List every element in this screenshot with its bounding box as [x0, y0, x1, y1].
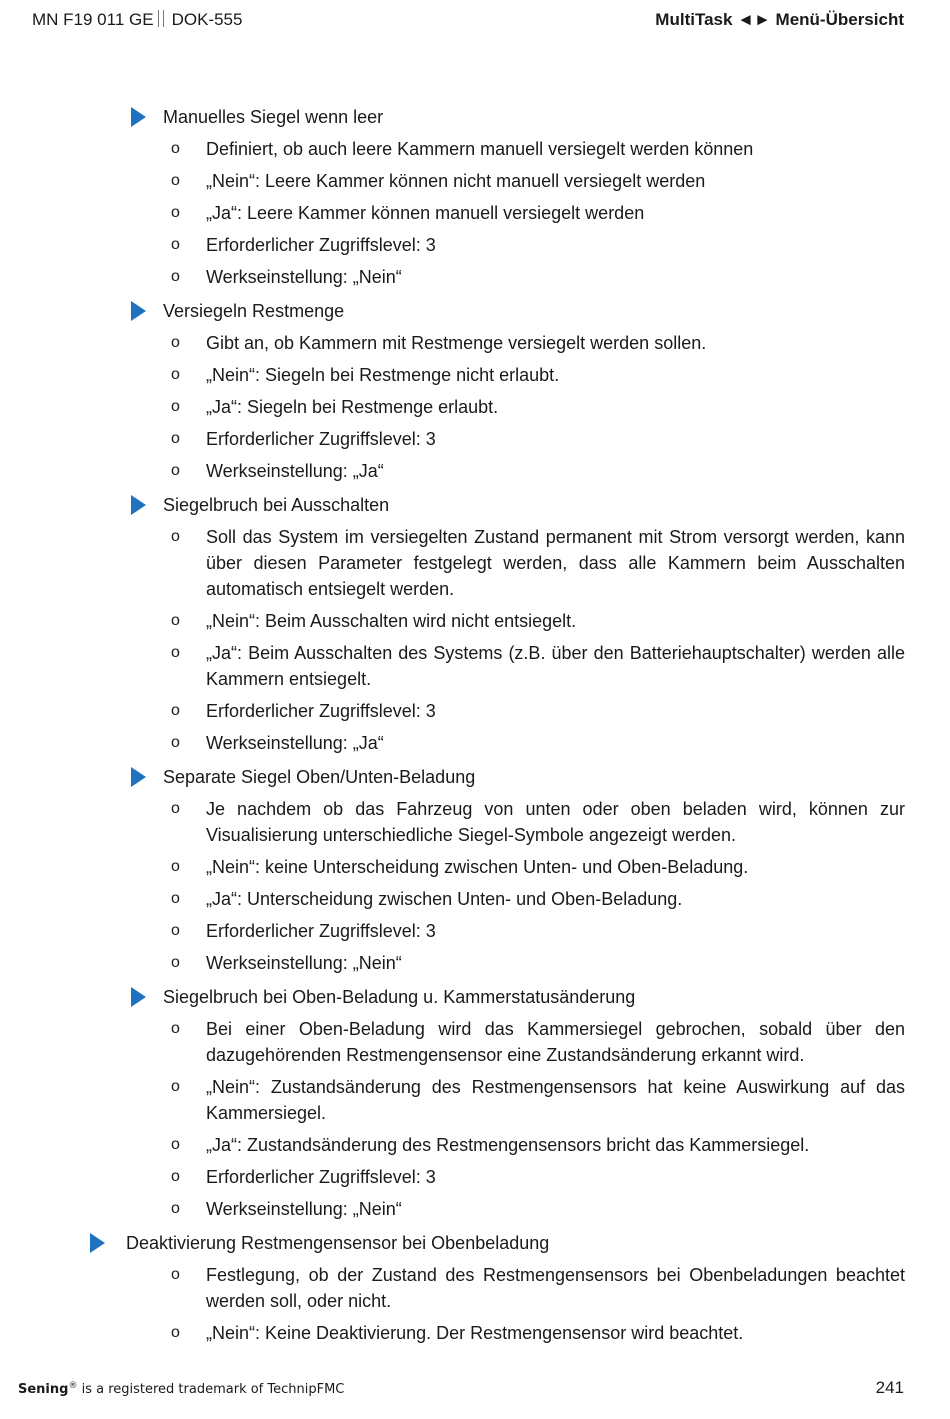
page-footer [18, 1380, 904, 1400]
detail-item [0, 730, 950, 756]
parameter-item [0, 104, 950, 290]
detail-text: Festlegung, ob der Zustand des Restmengensensors bei Obenbeladungen beachtet werden soll, oder nicht. [206, 1265, 905, 1311]
detail-item [0, 232, 950, 258]
detail-text: Erforderlicher Zugriffslevel: 3 [206, 235, 436, 255]
detail-text: „Nein“: Zustandsänderung des Restmengensensors hat keine Auswirkung auf das Kammersiegel. [206, 1077, 905, 1123]
detail-item [0, 136, 950, 162]
parameter-heading [0, 1230, 950, 1256]
detail-text: Erforderlicher Zugriffslevel: 3 [206, 1167, 436, 1187]
circle-bullet-icon: o [171, 204, 180, 221]
detail-item [0, 640, 950, 692]
detail-text: Bei einer Oben-Beladung wird das Kammersiegel gebrochen, sobald über den dazugehörenden Restmengensensor eine Zustandsänderung erkannt wird. [206, 1019, 905, 1065]
header-separator [158, 10, 164, 27]
circle-bullet-icon: o [171, 398, 180, 415]
detail-text: „Nein“: Keine Deaktivierung. Der Restmengensensor wird beachtet. [206, 1323, 744, 1343]
detail-text: „Nein“: Leere Kammer können nicht manuell versiegelt werden [206, 171, 706, 191]
detail-text: „Ja“: Beim Ausschalten des Systems (z.B. über den Batteriehauptschalter) werden alle Kammern entsiegelt. [206, 643, 905, 689]
detail-item [0, 200, 950, 226]
detail-text: Erforderlicher Zugriffslevel: 3 [206, 429, 436, 449]
document-reference [32, 10, 242, 30]
detail-text: Je nachdem ob das Fahrzeug von unten oder oben beladen wird, können zur Visualisierung unterschiedliche Siegel-Symbole angezeigt werden. [206, 799, 905, 845]
circle-bullet-icon: o [171, 462, 180, 479]
detail-text: „Nein“: Beim Ausschalten wird nicht entsiegelt. [206, 611, 577, 631]
detail-item [0, 950, 950, 976]
detail-item [0, 608, 950, 634]
circle-bullet-icon: o [171, 734, 180, 751]
circle-bullet-icon: o [171, 612, 180, 629]
parameter-details [0, 1262, 950, 1346]
detail-text: „Ja“: Zustandsänderung des Restmengensensors bricht das Kammersiegel. [206, 1135, 810, 1155]
detail-item [0, 1196, 950, 1222]
circle-bullet-icon: o [171, 1078, 180, 1095]
parameter-item [0, 1230, 950, 1346]
parameter-item [0, 298, 950, 484]
detail-item [0, 264, 950, 290]
detail-text: „Ja“: Leere Kammer können manuell versiegelt werden [206, 203, 645, 223]
detail-text: Gibt an, ob Kammern mit Restmenge versiegelt werden sollen. [206, 333, 707, 353]
circle-bullet-icon: o [171, 140, 180, 157]
parameter-details [0, 330, 950, 484]
detail-text: „Nein“: Siegeln bei Restmenge nicht erlaubt. [206, 365, 560, 385]
parameter-item [0, 764, 950, 976]
circle-bullet-icon: o [171, 1324, 180, 1341]
circle-bullet-icon: o [171, 922, 180, 939]
parameter-details [0, 1016, 950, 1222]
section-title: MultiTask ◄► Menü-Übersicht [655, 10, 904, 29]
parameter-heading [0, 104, 950, 130]
circle-bullet-icon: o [171, 1200, 180, 1217]
circle-bullet-icon: o [171, 890, 180, 907]
circle-bullet-icon: o [171, 1266, 180, 1283]
parameter-title: Siegelbruch bei Oben-Beladung u. Kammerstatusänderung [163, 987, 636, 1007]
detail-item [0, 918, 950, 944]
circle-bullet-icon: o [171, 172, 180, 189]
detail-item [0, 1016, 950, 1068]
parameter-details [0, 796, 950, 976]
detail-item [0, 524, 950, 602]
parameter-heading [0, 298, 950, 324]
document-id: MN F19 011 GE [32, 10, 154, 29]
circle-bullet-icon: o [171, 644, 180, 661]
parameter-title: Deaktivierung Restmengensensor bei Obenbeladung [126, 1233, 550, 1253]
triangle-arrow-icon [131, 301, 146, 321]
detail-text: Erforderlicher Zugriffslevel: 3 [206, 701, 436, 721]
circle-bullet-icon: o [171, 334, 180, 351]
circle-bullet-icon: o [171, 268, 180, 285]
detail-item [0, 854, 950, 880]
circle-bullet-icon: o [171, 800, 180, 817]
triangle-arrow-icon [131, 767, 146, 787]
detail-text: Soll das System im versiegelten Zustand permanent mit Strom versorgt werden, kann über diesen Parameter festgelegt werden, dass alle Kammern beim Ausschalten automatisch entsiegelt werden. [206, 527, 905, 599]
circle-bullet-icon: o [171, 528, 180, 545]
parameter-title: Versiegeln Restmenge [163, 301, 345, 321]
detail-text: Werkseinstellung: „Ja“ [206, 733, 384, 753]
detail-item [0, 796, 950, 848]
detail-item [0, 698, 950, 724]
triangle-arrow-icon [131, 107, 146, 127]
parameter-list [0, 104, 950, 1354]
parameter-item [0, 492, 950, 756]
trademark-text: is a registered trademark of TechnipFMC [77, 1382, 345, 1397]
circle-bullet-icon: o [171, 1020, 180, 1037]
detail-text: „Ja“: Unterscheidung zwischen Unten- und Oben-Beladung. [206, 889, 683, 909]
circle-bullet-icon: o [171, 858, 180, 875]
detail-item [0, 426, 950, 452]
detail-item [0, 1132, 950, 1158]
circle-bullet-icon: o [171, 702, 180, 719]
circle-bullet-icon: o [171, 1136, 180, 1153]
circle-bullet-icon: o [171, 236, 180, 253]
page-header [32, 10, 904, 34]
circle-bullet-icon: o [171, 1168, 180, 1185]
detail-item [0, 458, 950, 484]
detail-item [0, 362, 950, 388]
detail-text: „Nein“: keine Unterscheidung zwischen Unten- und Oben-Beladung. [206, 857, 749, 877]
parameter-details [0, 524, 950, 756]
brand-name: Sening [18, 1382, 69, 1397]
detail-item [0, 1164, 950, 1190]
detail-item [0, 1320, 950, 1346]
circle-bullet-icon: o [171, 954, 180, 971]
detail-text: Werkseinstellung: „Nein“ [206, 1199, 402, 1219]
parameter-heading [0, 984, 950, 1010]
parameter-item [0, 984, 950, 1222]
registered-mark: ® [68, 1381, 78, 1391]
parameter-title: Siegelbruch bei Ausschalten [163, 495, 390, 515]
parameter-heading [0, 764, 950, 790]
detail-text: Erforderlicher Zugriffslevel: 3 [206, 921, 436, 941]
detail-item [0, 886, 950, 912]
circle-bullet-icon: o [171, 366, 180, 383]
detail-item [0, 330, 950, 356]
triangle-arrow-icon [131, 987, 146, 1007]
detail-text: Werkseinstellung: „Nein“ [206, 267, 402, 287]
parameter-title: Manuelles Siegel wenn leer [163, 107, 384, 127]
parameter-heading [0, 492, 950, 518]
detail-item [0, 168, 950, 194]
page-number: 241 [875, 1378, 904, 1397]
parameter-details [0, 136, 950, 290]
detail-text: Werkseinstellung: „Nein“ [206, 953, 402, 973]
detail-item [0, 1262, 950, 1314]
detail-text: Definiert, ob auch leere Kammern manuell versiegelt werden können [206, 139, 754, 159]
detail-item [0, 1074, 950, 1126]
trademark-notice [18, 1381, 344, 1397]
circle-bullet-icon: o [171, 430, 180, 447]
triangle-arrow-icon [90, 1233, 105, 1253]
detail-item [0, 394, 950, 420]
detail-text: „Ja“: Siegeln bei Restmenge erlaubt. [206, 397, 499, 417]
parameter-title: Separate Siegel Oben/Unten-Beladung [163, 767, 476, 787]
triangle-arrow-icon [131, 495, 146, 515]
document-number: DOK-555 [171, 10, 243, 29]
detail-text: Werkseinstellung: „Ja“ [206, 461, 384, 481]
